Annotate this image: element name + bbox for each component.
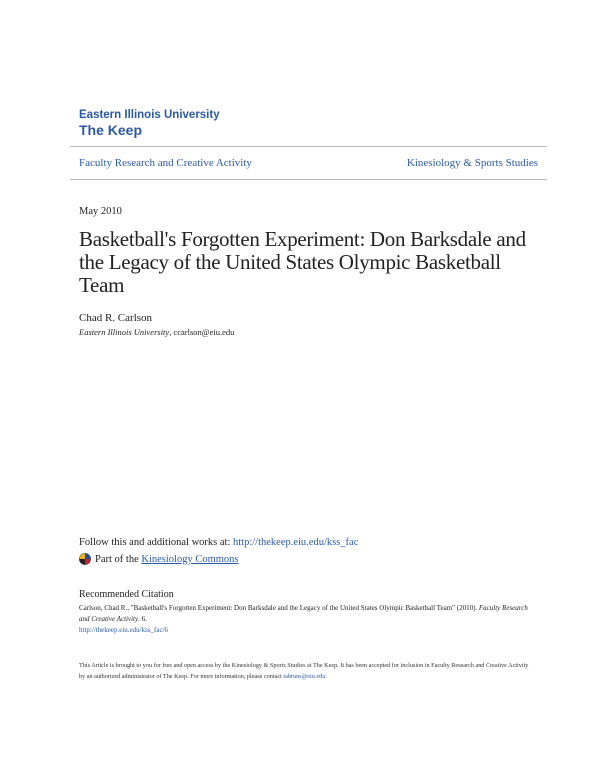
citation-url-link[interactable]: http://thekeep.eiu.edu/kss_fac/6: [79, 626, 169, 634]
affiliation-name: Eastern Illinois University: [79, 327, 170, 337]
citation-series: Faculty Research and Creative Activity: [79, 604, 528, 623]
access-end: .: [325, 673, 327, 680]
access-text: This Article is brought to you for free and open access by the Kinesiology & Sports Studies at The Keep. It has been accepted for inclusion in Faculty Research and Creative Activity by an authorized administrator of The Keep. For more information, please contact: [79, 662, 529, 680]
bottom-divider: [70, 179, 547, 180]
department-link[interactable]: Kinesiology & Sports Studies: [406, 157, 538, 169]
citation-heading: Recommended Citation: [79, 589, 174, 600]
citation-main: Carlson, Chad R., "Basketball's Forgotten Experiment: Don Barksdale and the Legacy of the United States Olympic Basketball Team" (2010).: [79, 604, 479, 612]
citation-number: . 6.: [138, 615, 147, 623]
publication-date: May 2010: [79, 206, 122, 217]
article-title: Basketball's Forgotten Experiment: Don Barksdale and the Legacy of the United States Olympic Basketball Team: [79, 227, 526, 297]
contact-email-link[interactable]: tabruns@eiu.edu: [283, 673, 326, 680]
kinesiology-commons-link[interactable]: Kinesiology Commons: [141, 553, 239, 565]
part-of-label: Part of the: [95, 553, 139, 565]
author-email: , ccarlson@eiu.edu: [169, 327, 235, 337]
repository-name: The Keep: [79, 122, 143, 138]
collection-link[interactable]: Faculty Research and Creative Activity: [79, 157, 252, 169]
part-of-line: [79, 553, 239, 565]
follow-line: [79, 537, 358, 548]
access-statement: [79, 660, 529, 682]
top-divider: [70, 146, 547, 147]
institution-name: Eastern Illinois University: [79, 109, 220, 121]
commons-icon: [79, 553, 91, 565]
citation-text: [79, 603, 529, 636]
author-name: Chad R. Carlson: [79, 312, 153, 324]
collection-url-link[interactable]: http://thekeep.eiu.edu/kss_fac: [233, 537, 359, 548]
follow-label: Follow this and additional works at:: [79, 537, 233, 548]
author-affiliation: [79, 327, 234, 337]
